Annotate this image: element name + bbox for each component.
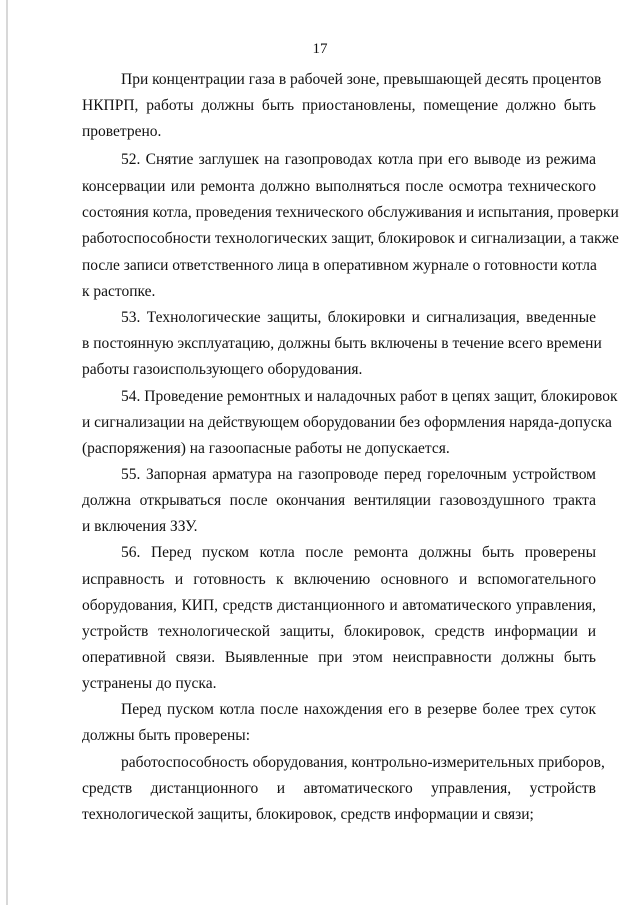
text-line: устранены до пуска. (82, 675, 217, 692)
text-line: 55. Запорная арматура на газопроводе перед горелочным устройством (121, 466, 596, 483)
text-line: состояния котла, проведения технического обслуживания и испытания, проверки (82, 204, 619, 221)
text-line: должны быть проверены: (82, 727, 251, 744)
text-line: оперативной связи. Выявленные при этом неисправности должны быть (82, 649, 596, 666)
text-line: исправность и готовность к включению основного и вспомогательного (82, 571, 596, 588)
text-line: 54. Проведение ремонтных и наладочных работ в цепях защит, блокировок (121, 388, 618, 405)
text-line: технологической защиты, блокировок, средств информации и связи; (82, 806, 534, 823)
text-line: и сигнализации на действующем оборудовании без оформления наряда-допуска (82, 414, 612, 431)
text-line: и включения ЗЗУ. (82, 518, 198, 535)
scan-edge (6, 0, 8, 905)
text-line: 56. Перед пуском котла после ремонта должны быть проверены (121, 544, 596, 561)
text-line: к растопке. (82, 283, 156, 300)
text-line: в постоянную эксплуатацию, должны быть включены в течение всего времени (82, 335, 602, 352)
text-line: оборудования, КИП, средств дистанционного и автоматического управления, (82, 597, 596, 614)
text-line: после записи ответственного лица в оперативном журнале о готовности котла (82, 257, 597, 274)
text-line: работоспособности технологических защит, блокировок и сигнализации, а также (82, 230, 619, 247)
text-line: Перед пуском котла после нахождения его в резерве более трех суток (121, 701, 596, 718)
text-line: устройств технологической защиты, блокировок, средств информации и (82, 623, 596, 640)
text-line: 53. Технологические защиты, блокировки и сигнализация, введенные (121, 309, 596, 326)
text-line: должна открываться после окончания вентиляции газовоздушного тракта (82, 492, 596, 509)
text-line: консервации или ремонта должно выполняться после осмотра технического (82, 178, 596, 195)
text-line: средств дистанционного и автоматического управления, устройств (82, 780, 596, 797)
text-line: НКПРП, работы должны быть приостановлены, помещение должно быть (82, 97, 596, 114)
text-line: работы газоиспользующего оборудования. (82, 361, 363, 378)
text-line: (распоряжения) на газоопасные работы не допускается. (82, 440, 450, 457)
page-number: 17 (312, 41, 328, 57)
text-line: работоспособность оборудования, контрольно-измерительных приборов, (121, 754, 605, 771)
text-line: При концентрации газа в рабочей зоне, превышающей десять процентов (121, 71, 602, 88)
text-line: 52. Снятие заглушек на газопроводах котла при его выводе из режима (121, 151, 596, 168)
text-line: проветрено. (82, 123, 162, 140)
